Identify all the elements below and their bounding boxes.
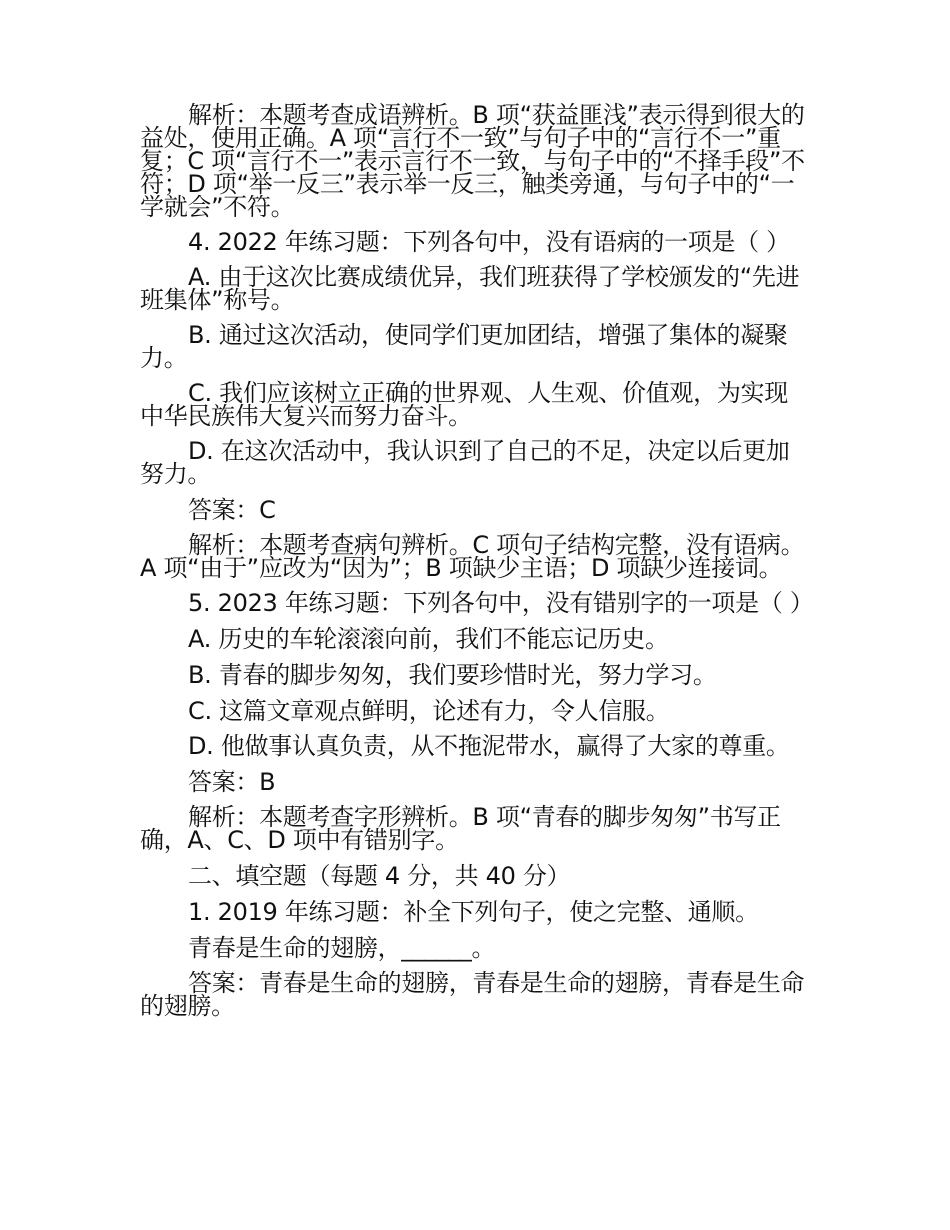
question-4-stem: 4. 2022 年练习题：下列各句中，没有语病的一项是（ ） [188, 228, 790, 256]
question-4-analysis: 解析：本题考查病句辨析。C 项句子结构完整，没有语病。A 项“由于”应改为“因为”；B 项缺少主语；D 项缺少连接词。 [140, 531, 805, 582]
question-5-option-a: A. 历史的车轮滚滚向前，我们不能忘记历史。 [188, 625, 669, 653]
question-4-option-a: A. 由于这次比赛成绩优异，我们班获得了学校颁发的“先进班集体”称号。 [140, 263, 800, 314]
question-4-answer: 答案：C [188, 496, 276, 524]
question-5-answer: 答案：B [188, 768, 276, 796]
question-5-stem: 5. 2023 年练习题：下列各句中，没有错别字的一项是（ ） [188, 589, 814, 617]
fill-question-1-answer: 答案：青春是生命的翅膀，青春是生命的翅膀，青春是生命的翅膀。 [140, 969, 805, 1020]
question-5-option-b: B. 青春的脚步匆匆，我们要珍惜时光，努力学习。 [188, 661, 717, 689]
question-5-option-c: C. 这篇文章观点鲜明，论述有力，令人信服。 [188, 697, 670, 725]
fill-question-1-stem: 1. 2019 年练习题：补全下列句子，使之完整、通顺。 [188, 898, 759, 926]
fill-question-1-sentence: 青春是生命的翅膀，______。 [188, 934, 496, 962]
section-2-heading: 二、填空题（每题 4 分，共 40 分） [188, 862, 571, 890]
question-4-option-d: D. 在这次活动中，我认识到了自己的不足，决定以后更加努力。 [140, 437, 790, 488]
question-5-analysis: 解析：本题考查字形辨析。B 项“青春的脚步匆匆”书写正确，A、C、D 项中有错别字。 [140, 803, 781, 854]
analysis-paragraph: 解析：本题考查成语辨析。B 项“获益匪浅”表示得到很大的益处，使用正确。A 项“言行不一致”与句子中的“言行不一”重复；C 项“言行不一”表示言行不一致，与句子中的“不择手段”不符；D 项“举一反三”表示举一反三，触类旁通，与句子中的“一学就会”不符。 [140, 101, 805, 221]
question-4-option-b: B. 通过这次活动，使同学们更加团结，增强了集体的凝聚力。 [140, 321, 788, 372]
document-body [140, 101, 814, 1030]
question-5-option-d: D. 他做事认真负责，从不拖泥带水，赢得了大家的尊重。 [188, 732, 790, 760]
question-4-option-c: C. 我们应该树立正确的世界观、人生观、价值观，为实现中华民族伟大复兴而努力奋斗。 [140, 379, 788, 430]
